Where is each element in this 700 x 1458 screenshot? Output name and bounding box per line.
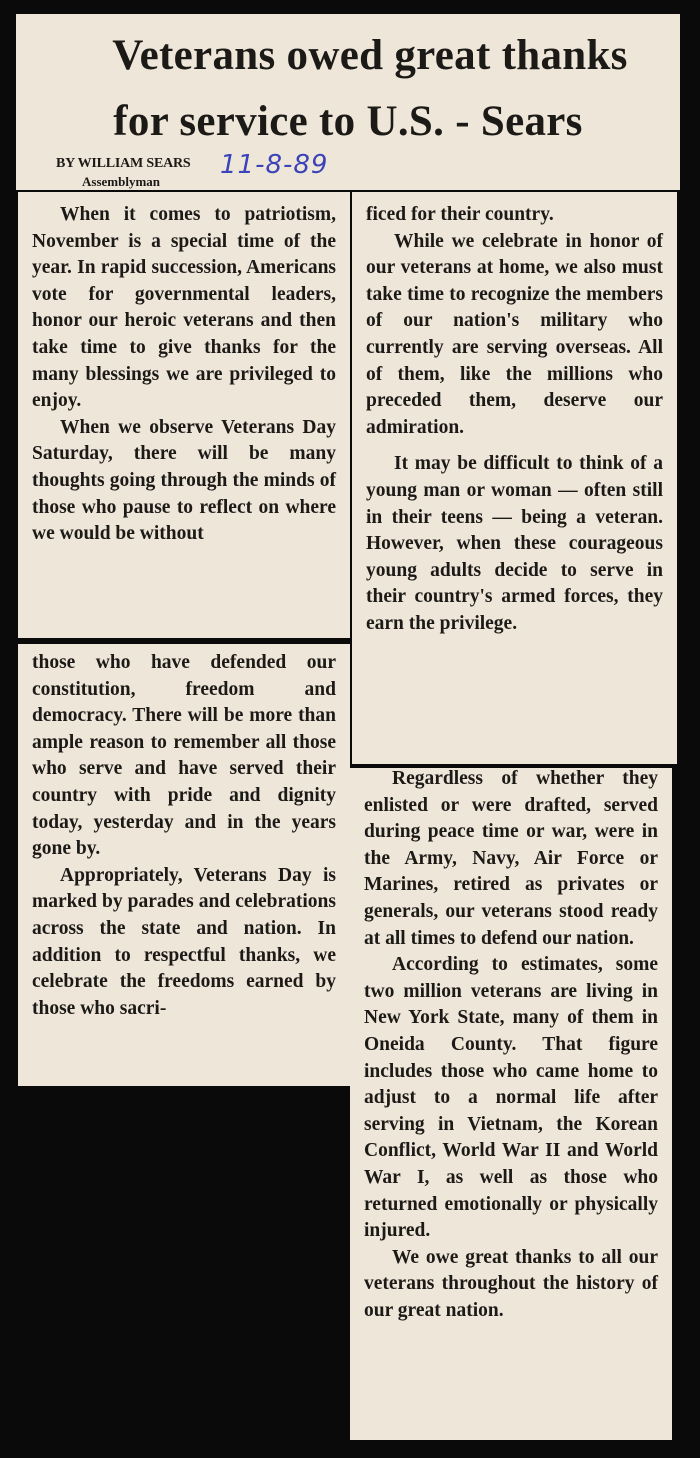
byline-title: Assemblyman: [82, 174, 161, 189]
paragraph: Appropriately, Veterans Day is marked by parades and celebrations across the state and nation. In addition to respectful thanks, we celebrate the freedoms earned by those who sacri-: [32, 864, 336, 1019]
column-2-bottom-clipping: [350, 768, 672, 1440]
column-text: [32, 202, 336, 548]
paragraph: We owe great thanks to all our veterans throughout the history of our great nation.: [364, 1246, 658, 1321]
paragraph: While we celebrate in honor of our veterans at home, we also must take time to recognize the members of our nation's military who currently are serving overseas. All of them, like the millions who preceded them, deserve our admiration.: [366, 230, 663, 438]
headline-line-2: for service to U.S. - Sears: [113, 98, 583, 145]
paragraph: When it comes to patriotism, November is a special time of the year. In rapid succession, Americans vote for governmental leaders, honor our heroic veterans and then take time to give thanks for the many blessings we are privileged to enjoy.: [32, 204, 336, 412]
column-text: [32, 650, 336, 1022]
paragraph: It may be difficult to think of a young man or woman — often still in their teens — being a veteran. However, when these courageous young adults decide to serve in their country's armed forces, they earn the privilege.: [366, 453, 663, 634]
handwritten-date: 11-8-89: [220, 150, 329, 180]
paragraph: those who have defended our constitution, freedom and democracy. There will be more than ample reason to remember all those who serve and have served their country with pride and dignity today, yesterday and in the years gone by.: [32, 652, 336, 860]
column-1-top-clipping: [18, 192, 350, 638]
column-2-top-clipping: [352, 192, 677, 764]
byline-author: BY WILLIAM SEARS: [56, 156, 191, 171]
headline-clipping: [16, 14, 680, 190]
paragraph: ficed for their country.: [366, 204, 554, 225]
column-1-bottom-clipping: [18, 644, 350, 1086]
headline-line-1: Veterans owed great thanks: [112, 32, 628, 79]
paragraph: According to estimates, some two million veterans are living in New York State, many of them in Oneida County. That figure includes those who came home to adjust to a normal life after serving in Vietnam, the Korean Conflict, World War II and World War I, as well as those who returned emotionally or physically injured.: [364, 954, 658, 1242]
column-text: [366, 202, 663, 638]
paragraph: When we observe Veterans Day Saturday, there will be many thoughts going through the minds of those who pause to reflect on where we would be without: [32, 416, 336, 545]
column-text: [364, 766, 658, 1324]
paragraph: Regardless of whether they enlisted or were drafted, served during peace time or war, were in the Army, Navy, Air Force or Marines, retired as privates or generals, our veterans stood ready at all times to defend our nation.: [364, 768, 658, 949]
